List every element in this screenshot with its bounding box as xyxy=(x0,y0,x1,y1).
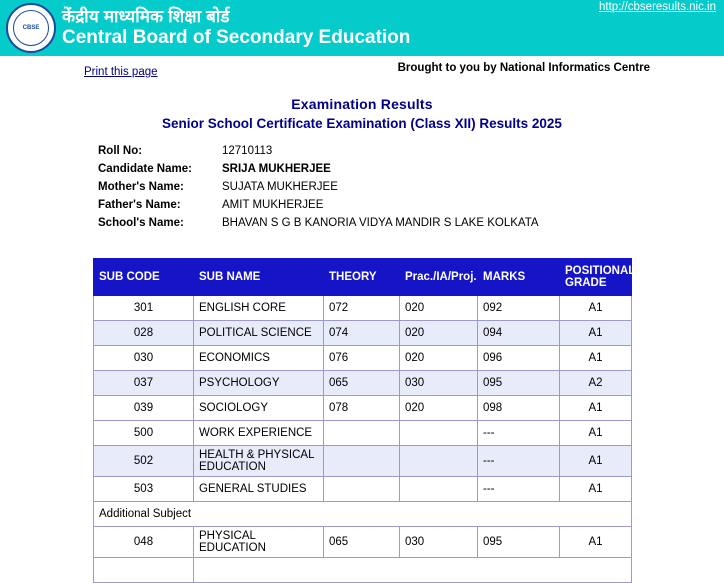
board-title-hindi: केंद्रीय माध्यमिक शिक्षा बोर्ड xyxy=(62,7,230,27)
cell-sub-name: PSYCHOLOGY xyxy=(194,371,324,396)
cell-sub-code: 503 xyxy=(94,477,194,502)
site-header xyxy=(0,0,724,56)
cell-marks: 098 xyxy=(478,396,560,421)
cell-marks: 096 xyxy=(478,346,560,371)
table-row xyxy=(94,421,632,446)
cell-grade: A1 xyxy=(560,346,632,371)
cell-theory: 065 xyxy=(324,371,400,396)
cell-practical: 020 xyxy=(400,296,478,321)
table-row xyxy=(94,527,632,558)
cell-theory xyxy=(324,421,400,446)
th-marks: MARKS xyxy=(478,259,560,296)
cell-marks: --- xyxy=(478,446,560,477)
table-row xyxy=(94,477,632,502)
candidate-value-roll: 12710113 xyxy=(222,145,273,157)
cell-grade: A1 xyxy=(560,477,632,502)
table-row xyxy=(94,396,632,421)
cell-theory: 065 xyxy=(324,527,400,558)
print-page-link[interactable]: Print this page xyxy=(84,66,158,78)
marks-table-body xyxy=(94,296,632,583)
cell-sub-code: 028 xyxy=(94,321,194,346)
candidate-value-father: AMIT MUKHERJEE xyxy=(222,199,324,211)
candidate-row-father xyxy=(98,197,724,214)
cell-sub-code: 502 xyxy=(94,446,194,477)
cell-theory: 078 xyxy=(324,396,400,421)
page-title: Examination Results xyxy=(291,96,433,112)
table-row xyxy=(94,371,632,396)
cell-marks: --- xyxy=(478,421,560,446)
candidate-row-school xyxy=(98,215,724,232)
cell-sub-name: ECONOMICS xyxy=(194,346,324,371)
cell-practical xyxy=(400,421,478,446)
table-row xyxy=(94,346,632,371)
result-value: PASS xyxy=(259,564,290,576)
subheader-bar xyxy=(0,56,724,82)
cbse-logo xyxy=(0,3,62,53)
cell-practical xyxy=(400,477,478,502)
result-spacer xyxy=(94,558,194,583)
cell-marks: 095 xyxy=(478,527,560,558)
cell-grade: A1 xyxy=(560,446,632,477)
additional-subject-label: Additional Subject xyxy=(94,502,632,527)
cell-practical: 020 xyxy=(400,321,478,346)
page-title-block xyxy=(0,96,724,131)
th-practical: Prac./IA/Proj. xyxy=(400,259,478,296)
cell-sub-code: 037 xyxy=(94,371,194,396)
cell-sub-name: PHYSICAL EDUCATION xyxy=(194,527,324,558)
result-cell xyxy=(194,558,632,583)
result-label: Result : xyxy=(201,564,244,576)
cell-sub-code: 030 xyxy=(94,346,194,371)
cell-practical: 030 xyxy=(400,371,478,396)
candidate-label-mother: Mother's Name: xyxy=(98,181,184,193)
candidate-details xyxy=(0,143,724,232)
table-row xyxy=(94,446,632,477)
cell-sub-code: 301 xyxy=(94,296,194,321)
cell-grade: A1 xyxy=(560,421,632,446)
candidate-row-mother xyxy=(98,179,724,196)
table-header-row xyxy=(94,259,632,296)
candidate-label-roll: Roll No: xyxy=(98,145,143,157)
cell-grade: A1 xyxy=(560,396,632,421)
candidate-row-roll xyxy=(98,143,724,160)
cell-sub-name: ENGLISH CORE xyxy=(194,296,324,321)
candidate-value-name: SRIJA MUKHERJEE xyxy=(222,163,331,175)
cell-sub-name: GENERAL STUDIES xyxy=(194,477,324,502)
th-sub-code: SUB CODE xyxy=(94,259,194,296)
th-positional-grade: POSITIONAL GRADE xyxy=(560,259,632,296)
cell-sub-code: 039 xyxy=(94,396,194,421)
cell-marks: 094 xyxy=(478,321,560,346)
logo-emblem-icon: CBSE xyxy=(13,10,49,46)
candidate-value-mother: SUJATA MUKHERJEE xyxy=(222,181,338,193)
cell-practical: 030 xyxy=(400,527,478,558)
candidate-label-father: Father's Name: xyxy=(98,199,181,211)
cell-theory xyxy=(324,446,400,477)
brought-by-text: Brought to you by National Informatics Centre xyxy=(397,62,650,74)
candidate-value-school: BHAVAN S G B KANORIA VIDYA MANDIR S LAKE KOLKATA xyxy=(222,217,539,229)
cell-sub-code: 500 xyxy=(94,421,194,446)
result-row xyxy=(94,558,632,583)
th-sub-name: SUB NAME xyxy=(194,259,324,296)
cell-theory: 072 xyxy=(324,296,400,321)
cell-grade: A2 xyxy=(560,371,632,396)
cell-practical: 020 xyxy=(400,346,478,371)
candidate-label-school: School's Name: xyxy=(98,217,184,229)
board-title-block xyxy=(62,8,410,48)
cell-sub-name: POLITICAL SCIENCE xyxy=(194,321,324,346)
table-row xyxy=(94,321,632,346)
cell-marks: 092 xyxy=(478,296,560,321)
cell-grade: A1 xyxy=(560,527,632,558)
cell-theory: 074 xyxy=(324,321,400,346)
cell-grade: A1 xyxy=(560,296,632,321)
logo-circle xyxy=(6,3,56,53)
page-subtitle: Senior School Certificate Examination (Class XII) Results 2025 xyxy=(162,116,562,131)
marks-table xyxy=(93,258,636,583)
cell-sub-name: WORK EXPERIENCE xyxy=(194,421,324,446)
cell-marks: 095 xyxy=(478,371,560,396)
cell-sub-name: HEALTH & PHYSICAL EDUCATION xyxy=(194,446,324,477)
marks-table-wrapper xyxy=(93,258,636,583)
candidate-label-name: Candidate Name: xyxy=(98,163,192,175)
additional-subject-header-row xyxy=(94,502,632,527)
cell-sub-code: 048 xyxy=(94,527,194,558)
th-theory: THEORY xyxy=(324,259,400,296)
cell-marks: --- xyxy=(478,477,560,502)
cell-practical: 020 xyxy=(400,396,478,421)
cell-practical xyxy=(400,446,478,477)
cell-grade: A1 xyxy=(560,321,632,346)
cell-theory xyxy=(324,477,400,502)
site-url-link[interactable]: http://cbseresults.nic.in xyxy=(599,1,716,13)
table-row xyxy=(94,296,632,321)
candidate-row-name xyxy=(98,161,724,178)
board-title-english: Central Board of Secondary Education xyxy=(62,26,411,48)
cell-sub-name: SOCIOLOGY xyxy=(194,396,324,421)
cell-theory: 076 xyxy=(324,346,400,371)
